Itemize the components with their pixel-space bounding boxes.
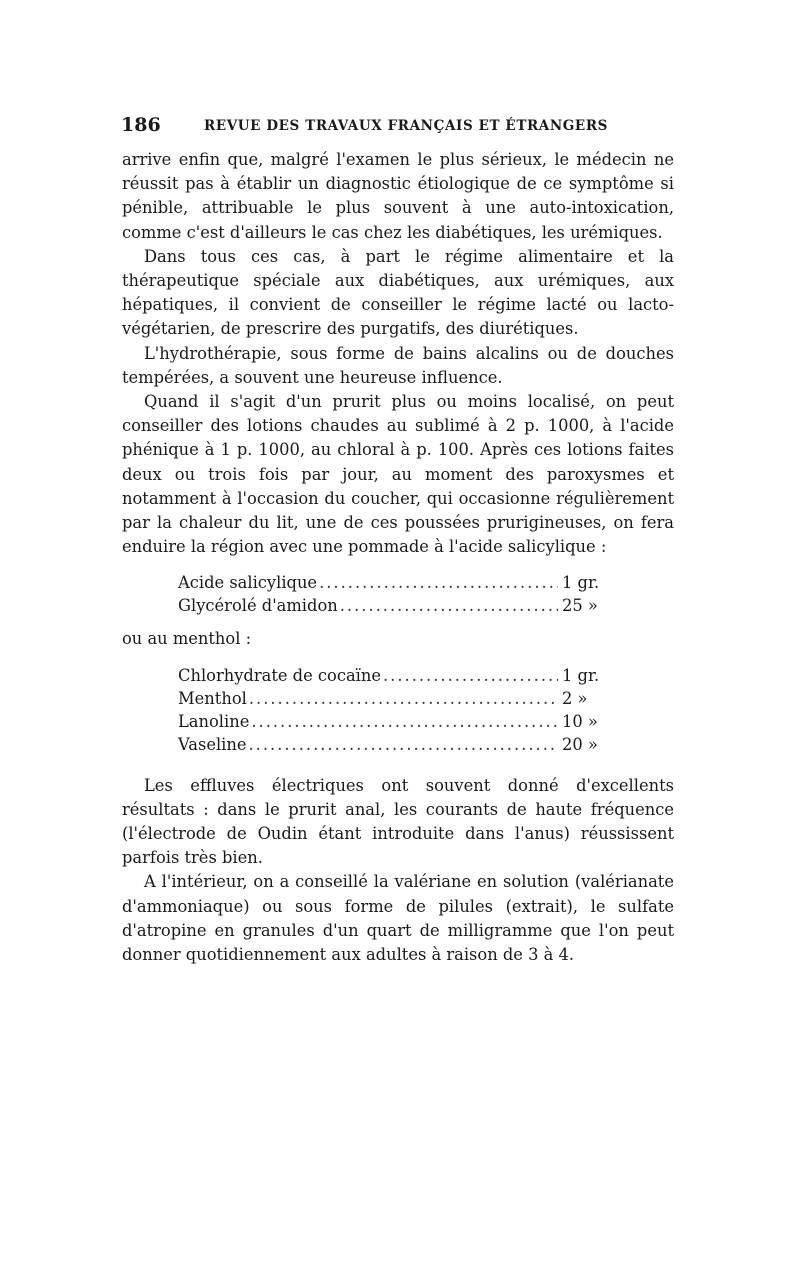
prescription-row [178, 571, 618, 594]
ingredient-quantity: 10 » [562, 711, 598, 731]
paragraph: arrive enfin que, malgré l'examen le plus sérieux, le médecin ne réussit pas à établir un diagnostic étiologique de ce symptôme si pénible, attribuable le plus souvent à une auto-intoxication, comme c'est d'ailleurs le cas chez les diabétiques, les urémiques. [122, 150, 674, 242]
ingredient-quantity: 1 gr. [562, 665, 600, 685]
dot-leader [249, 687, 558, 710]
dot-leader [340, 594, 558, 617]
prescription-list [178, 664, 618, 756]
prescription-row [178, 664, 618, 687]
prescription-list [178, 571, 618, 617]
dot-leader [251, 710, 558, 733]
dot-leader [383, 664, 558, 687]
prescription-row [178, 710, 618, 733]
prescription-row [178, 733, 618, 756]
paragraph: Les effluves électriques ont souvent donné d'excellents résultats : dans le prurit anal, les courants de haute fréquence (l'électrode de Oudin étant introduite dans l'anus) réussissent parfois très bien. [122, 775, 674, 868]
prescription-row [178, 687, 618, 710]
ingredient-name: Glycérolé d'amidon [178, 596, 338, 616]
ingredient-quantity: 20 » [562, 734, 598, 754]
prescription-row [178, 594, 618, 617]
ingredient-name: Acide salicylique [178, 573, 318, 593]
ingredient-name: Chlorhydrate de cocaïne [178, 665, 381, 685]
body-text [122, 148, 674, 967]
paragraph: A l'intérieur, on a conseillé la valériane en solution (valérianate d'ammoniaque) ou sous forme de pilules (extrait), le sulfate d'atropine en granules d'un quart de milligramme que l'on peut donner quotidiennement aux adultes à raison de 3 à 4. [122, 872, 674, 965]
ingredient-name: Lanoline [178, 711, 250, 731]
paragraph: Dans tous ces cas, à part le régime alimentaire et la thérapeutique spéciale aux diabétiques, aux urémiques, aux hépatiques, il convient de conseiller le régime lacté ou lacto-végétarien, de prescrire des purgatifs, des diurétiques. [122, 246, 674, 339]
page-header [122, 112, 674, 146]
book-page [122, 112, 674, 967]
ingredient-quantity: 2 » [562, 688, 588, 708]
dot-leader [249, 733, 559, 756]
ingredient-quantity: 1 gr. [562, 573, 600, 593]
paragraph: L'hydrothérapie, sous forme de bains alcalins ou de douches tempérées, a souvent une heureuse influence. [122, 343, 674, 387]
ingredient-name: Menthol [178, 688, 247, 708]
paragraph: Quand il s'agit d'un prurit plus ou moins localisé, on peut conseiller des lotions chaudes au sublimé à 2 p. 1000, à l'acide phénique à 1 p. 1000, au chloral à p. 100. Après ces lotions faites deux ou trois fois par jour, au moment des paroxysmes et notamment à l'occasion du coucher, qui occasionne régulièrement par la chaleur du lit, une de ces poussées prurigineuses, on fera enduire la région avec une pommade à l'acide salicylique : [122, 392, 674, 557]
page-number: 186 [121, 114, 161, 136]
ingredient-name: Vaseline [178, 734, 247, 754]
dot-leader [319, 571, 558, 594]
running-head: REVUE DES TRAVAUX FRANÇAIS ET ÉTRANGERS [204, 118, 608, 134]
separator-text: ou au menthol : [122, 629, 252, 649]
ingredient-quantity: 25 » [562, 596, 598, 616]
